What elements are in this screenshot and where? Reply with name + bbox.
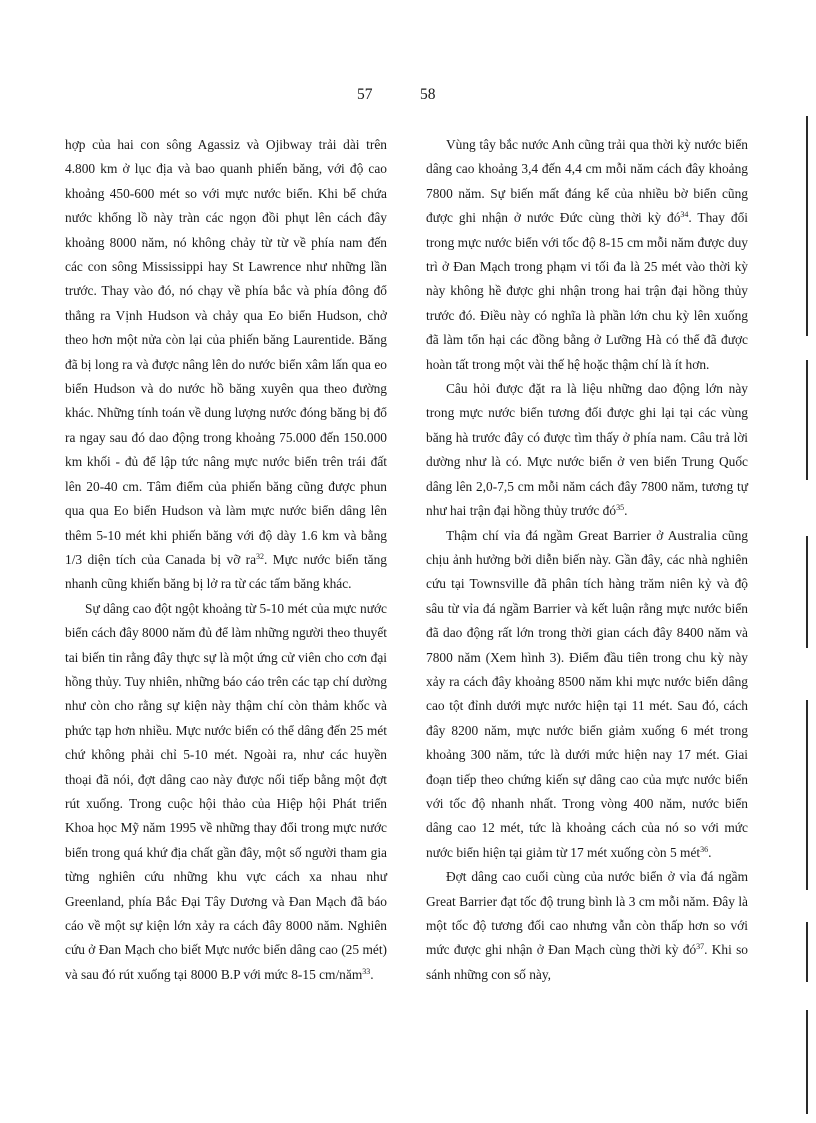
footnote-ref: 34 [680,210,689,220]
paragraph-text: . Thay đổi trong mực nước biển với tốc độ 8-15 cm mỗi năm được duy trì ở Đan Mạch trong phạm vi tối đa là 25 mét vào thời kỳ này không hề được ghi nhận trong hai trận đại hồng thủy trước đó. Điều này có nghĩa là phần lớn chu kỳ lên xuống đã làm tổn hại các đồng bằng ở Lưỡng Hà có thể đã được hoàn tất trong một vài thế hệ hoặc thậm chí là ít hơn. [426,210,748,372]
paragraph-text: Câu hỏi được đặt ra là liệu những dao động lớn này trong mực nước biển tương đối được ghi lại tại các vùng băng hà trước đây có được tìm thấy ở phía nam. Câu trả lời dường như là có. Mực nước biển ở ven biển Trung Quốc dâng lên 2,0-7,5 cm mỗi năm cách đây 7800 năm, tương tự như hai trận đại hồng thủy trước đó [426,381,748,519]
page-edge-mark [806,700,808,890]
page-number-left: 57 [357,86,373,103]
footnote-ref: 35 [616,503,625,513]
paragraph [426,377,748,523]
footnote-ref: 33 [362,966,371,976]
paragraph-text: Đợt dâng cao cuối cùng của nước biển ở vỉa đá ngầm Great Barrier đạt tốc độ trung bình là 3 cm mỗi năm. Đây là một tốc độ tương đối cao nhưng vẫn còn thấp hơn so với mức được ghi nhận ở Đan Mạch cùng thời kỳ đó [426,869,748,958]
right-column [426,133,748,987]
paragraph-text: Sự dâng cao đột ngột khoảng từ 5-10 mét của mực nước biển cách đây 8000 năm đủ để làm những người theo thuyết tai biến tin rằng đây thực sự là một ứng cử viên cho cơn đại hồng thủy. Tuy nhiên, những báo cáo trên các tạp chí dường như còn cho rằng sự kiện này thậm chí còn thảm khốc và phức tạp hơn nhiều. Mực nước biển có thể dâng đến 25 mét chứ không phải chỉ 5-10 mét. Ngoài ra, như các huyền thoại đã nói, đợt dâng cao này được nối tiếp bằng một đợt rút xuống. Trong cuộc hội thảo của Hiệp hội Phát triển Khoa học Mỹ năm 1995 về những thay đổi trong mực nước biển trong quá khứ địa chất gần đây, một số người tham gia từng nghiên cứu những khu vực cách xa nhau như Greenland, phía Bắc Đại Tây Dương và Đan Mạch đã báo cáo về một sự kiện lớn xảy ra cách đây 8000 năm. Nghiên cứu ở Đan Mạch cho biết Mực nước biển dâng cao (25 mét) và sau đó rút xuống tại 8000 B.P với mức 8-15 cm/năm [65,600,387,982]
paragraph [65,133,387,597]
paragraph-text: Thậm chí vỉa đá ngầm Great Barrier ở Australia cũng chịu ảnh hưởng bởi diễn biến này. Gần đây, các nhà nghiên cứu tại Townsville đã phân tích hàng trăm niên kỷ và độ sâu từ vỉa đá ngầm Barrier và kết luận rằng mực nước biển đã dao động rất lớn trong thời gian cách đây 8400 năm và 7800 năm (Xem hình 3). Điểm đầu tiên trong chu kỳ này xảy ra cách đây khoảng 8500 năm khi mực nước biển dâng cao tột đỉnh dưới mực nước hiện tại 11 mét. Sau đó, cách đây 8200 năm, mực nước biển giảm xuống 6 mét trong khoảng 300 năm, tức là dưới mức hiện nay 17 mét. Giai đoạn tiếp theo chứng kiến sự dâng cao của mực nước biển với tốc độ nhanh nhất. Trong vòng 400 năm, nước biển dâng cao 12 mét, tức là khoảng cách của nó so với mức nước biển hiện tại giảm từ 17 mét xuống còn 5 mét [426,527,748,860]
paragraph-text: . [708,844,712,860]
page-number-right: 58 [420,86,436,103]
footnote-ref: 37 [696,942,705,952]
footnote-ref: 32 [256,551,265,561]
page-edge-mark [806,116,808,336]
page-edge-mark [806,536,808,648]
paragraph [65,597,387,988]
page-edge-mark [806,922,808,982]
paragraph [426,865,748,987]
page-edge-mark [806,360,808,480]
paragraph-text: . [370,966,374,982]
paragraph [426,133,748,377]
paragraph-text: hợp của hai con sông Agassiz và Ojibway trải dài trên 4.800 km ở lục địa và bao quanh phiến băng, với độ cao khoảng 450-600 mét so với mực nước biển. Khi bể chứa nước khổng lồ này tràn các ngọn đồi phụt lên cách đây khoảng 8000 năm, nó không chảy từ từ về phía nam đến các con sông Mississippi hay St Lawrence như những lần trước. Thay vào đó, nó chạy về phía bắc và phía đông đổ thẳng ra Vịnh Hudson và chảy qua Eo biển Hudson, chở theo hơn một nửa còn lại của phiến băng Laurentide. Băng đã bị long ra và được nâng lên do nước biển xâm lấn qua eo biển Hudson và do nước hồ băng xuyên qua theo đường khác. Những tính toán về dung lượng nước đóng băng bị đổ ra ngay sau đó dao động trong khoảng 75.000 đến 150.000 km khối - đủ để lập tức nâng mực nước biển trên trái đất lên 20-40 cm. Tâm điểm của phiến băng cũng được phun qua qua Eo biển Hudson và làm mực nước biển dâng lên thêm 5-10 mét khi phiến băng với độ dày 1.6 km và bằng 1/3 diện tích của Canada bị vỡ ra [65,137,387,567]
paragraph-text: . Khi so sánh những con số này, [426,942,748,982]
footnote-ref: 36 [700,844,709,854]
paragraph-text: . [624,503,628,519]
page-edge-mark [806,1010,808,1114]
left-column [65,133,387,987]
paragraph-text: Vùng tây bắc nước Anh cũng trải qua thời kỳ nước biển dâng cao khoảng 3,4 đến 4,4 cm mỗi năm cách đây khoảng 7800 năm. Sự biến mất đáng kể của nhiều bờ biển cũng được ghi nhận ở nước Đức cùng thời kỳ đó [426,137,748,226]
paragraph-text: . Mực nước biển tăng nhanh cũng khiến băng bị lở ra từ các tấm băng khác. [65,551,387,592]
paragraph [426,524,748,866]
